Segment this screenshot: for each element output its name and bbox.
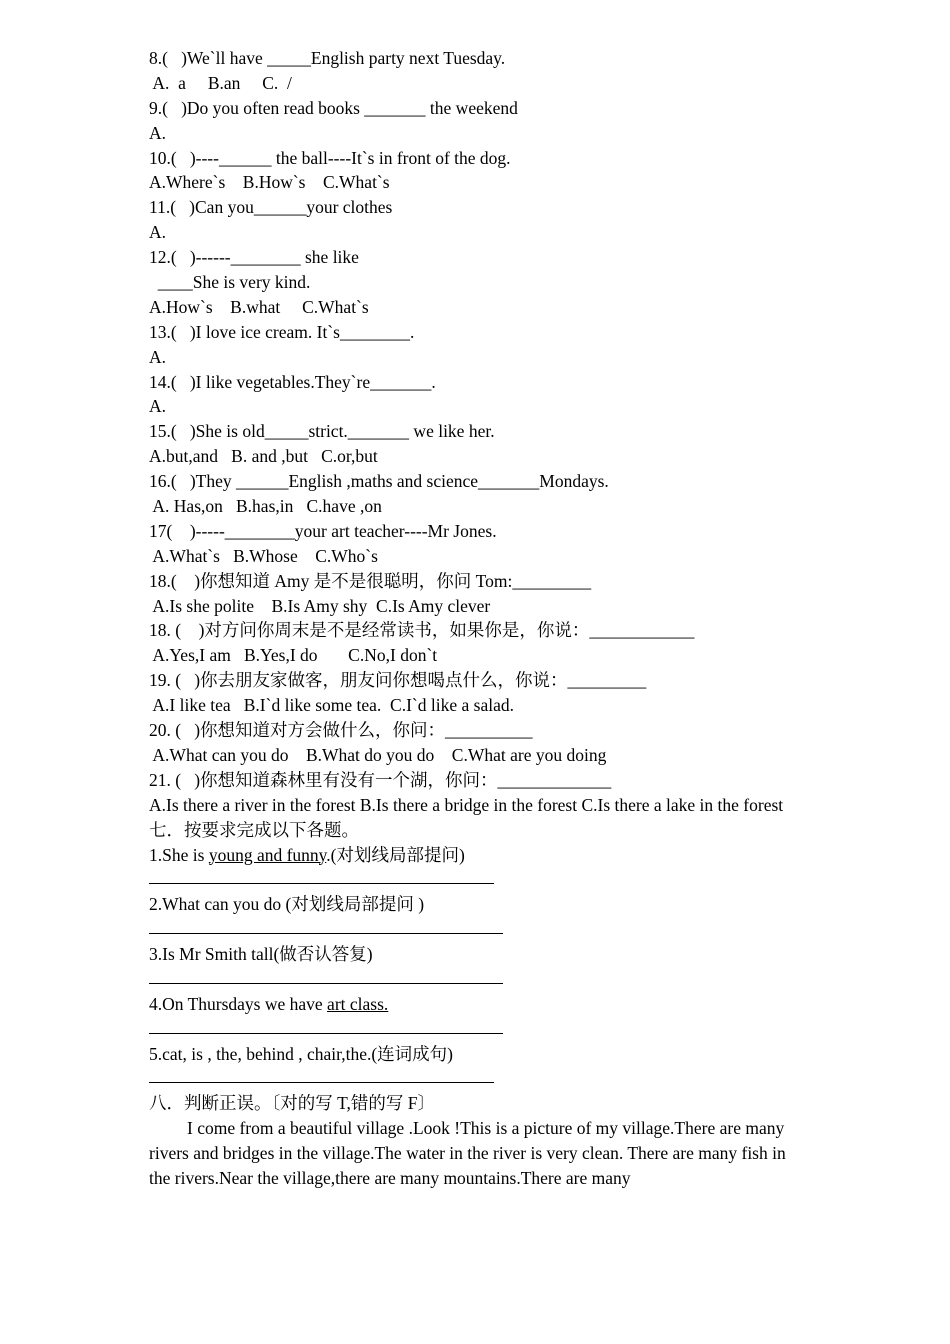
- s7-q1-underlined: young and funny: [208, 844, 327, 865]
- s7-q4-answer-line: [149, 1017, 799, 1042]
- q15-stem: 15.( )She is old_____strict._______ we like her.: [149, 421, 495, 442]
- section8-heading: 八．判断正误。〔对的写 T,错的写 F〕: [149, 1093, 435, 1114]
- q16-options: A. Has,on B.has,in C.have ,on: [149, 496, 382, 517]
- s7-q1-suffix: .(对划线局部提问): [326, 844, 465, 865]
- s7-q3: 3.Is Mr Smith tall(做否认答复): [149, 944, 373, 965]
- q10-stem: 10.( )----______ the ball----It`s in front of the dog.: [149, 147, 511, 168]
- s7-q1: [149, 843, 799, 868]
- q11-stem: 11.( )Can you______your clothes: [149, 197, 393, 218]
- s7-q3-answer-line: [149, 967, 799, 992]
- s7-q4-prefix: 4.On Thursdays we have: [149, 993, 328, 1014]
- q17-stem: 17( )-----________your art teacher----Mr Jones.: [149, 520, 497, 541]
- q12-answer-line: ____She is very kind.: [149, 272, 311, 293]
- q21-options: A.Is there a river in the forest B.Is there a bridge in the forest C.Is there a lake in the forest: [149, 794, 784, 815]
- s7-q2-answer-line: [149, 917, 799, 942]
- s7-q4-underlined: art class.: [327, 993, 389, 1014]
- q18a-stem: 18.( )你想知道 Amy 是不是很聪明，你问 Tom:_________: [149, 570, 592, 591]
- q15-options: A.but,and B. and ,but C.or,but: [149, 446, 378, 467]
- s7-q1-prefix: 1.She is: [149, 844, 209, 865]
- section8-passage: I come from a beautiful village .Look !This is a picture of my village.There are many rivers and bridges in the village.The water in the river is very clean. There are many fish in the rivers.Near the village,there are many mountains.There are many: [149, 1118, 786, 1189]
- q20-options: A.What can you do B.What do you do C.What are you doing: [149, 744, 607, 765]
- q12-options: A.How`s B.what C.What`s: [149, 296, 369, 317]
- q20-stem: 20. ( )你想知道对方会做什么，你问：__________: [149, 720, 533, 741]
- q11-options: A.: [149, 222, 167, 243]
- s7-q5-answer-line: [149, 1067, 799, 1092]
- s7-q2: 2.What can you do (对划线局部提问 ): [149, 894, 425, 915]
- q8-options: A. a B.an C. /: [149, 72, 292, 93]
- section7-heading: 七．按要求完成以下各题。: [149, 819, 359, 840]
- q12-stem: 12.( )------________ she like: [149, 247, 359, 268]
- q14-stem: 14.( )I like vegetables.They`re_______.: [149, 371, 436, 392]
- s7-q5: 5.cat, is , the, behind , chair,the.(连词成句): [149, 1043, 454, 1064]
- q13-options: A.: [149, 346, 167, 367]
- q9-stem: 9.( )Do you often read books _______ the weekend: [149, 97, 518, 118]
- worksheet-page: [149, 46, 799, 1191]
- q17-options: A.What`s B.Whose C.Who`s: [149, 545, 378, 566]
- q10-options: A.Where`s B.How`s C.What`s: [149, 172, 390, 193]
- q19-stem: 19. ( )你去朋友家做客，朋友问你想喝点什么，你说：_________: [149, 670, 647, 691]
- q18b-options: A.Yes,I am B.Yes,I do C.No,I don`t: [149, 645, 438, 666]
- s7-q1-answer-line: [149, 867, 799, 892]
- q14-options: A.: [149, 396, 167, 417]
- q21-stem: 21. ( )你想知道森林里有没有一个湖，你问：_____________: [149, 769, 612, 790]
- q13-stem: 13.( )I love ice cream. It`s________.: [149, 321, 415, 342]
- s7-q4: [149, 992, 799, 1017]
- q8-stem: 8.( )We`ll have _____English party next Tuesday.: [149, 48, 506, 68]
- q16-stem: 16.( )They ______English ,maths and science_______Mondays.: [149, 471, 609, 492]
- q18b-stem: 18. ( )对方问你周末是不是经常读书，如果你是，你说：____________: [149, 620, 695, 641]
- q19-options: A.I like tea B.I`d like some tea. C.I`d like a salad.: [149, 695, 514, 716]
- q18a-options: A.Is she polite B.Is Amy shy C.Is Amy clever: [149, 595, 491, 616]
- q9-options: A.: [149, 122, 167, 143]
